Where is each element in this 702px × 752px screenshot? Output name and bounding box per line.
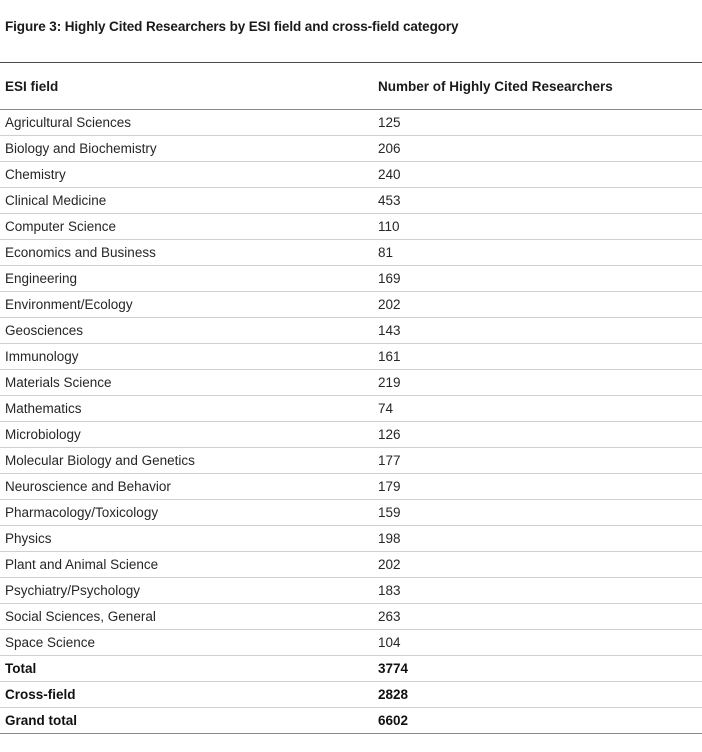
total-value: 3774 (373, 656, 702, 682)
count-cell: 110 (373, 214, 702, 240)
field-cell: Agricultural Sciences (0, 110, 373, 136)
count-cell: 202 (373, 292, 702, 318)
table-row (0, 136, 702, 162)
count-cell: 81 (373, 240, 702, 266)
field-cell: Economics and Business (0, 240, 373, 266)
table-row (0, 370, 702, 396)
table-row (0, 474, 702, 500)
figure-title: Figure 3: Highly Cited Researchers by ESI field and cross-field category (5, 19, 459, 34)
field-cell: Neuroscience and Behavior (0, 474, 373, 500)
table-header-row (0, 63, 702, 110)
count-cell: 198 (373, 526, 702, 552)
table-row (0, 448, 702, 474)
count-cell: 263 (373, 604, 702, 630)
field-cell: Psychiatry/Psychology (0, 578, 373, 604)
count-cell: 219 (373, 370, 702, 396)
count-cell: 453 (373, 188, 702, 214)
count-cell: 143 (373, 318, 702, 344)
count-cell: 183 (373, 578, 702, 604)
grand-total-label: Grand total (0, 708, 373, 734)
field-cell: Engineering (0, 266, 373, 292)
table-row (0, 188, 702, 214)
table-row (0, 292, 702, 318)
table-row (0, 552, 702, 578)
table-row (0, 422, 702, 448)
count-cell: 74 (373, 396, 702, 422)
cross-field-value: 2828 (373, 682, 702, 708)
count-cell: 206 (373, 136, 702, 162)
count-cell: 159 (373, 500, 702, 526)
field-cell: Plant and Animal Science (0, 552, 373, 578)
header-esi-field: ESI field (0, 63, 373, 110)
grand-total-value: 6602 (373, 708, 702, 734)
field-cell: Space Science (0, 630, 373, 656)
field-cell: Environment/Ecology (0, 292, 373, 318)
table-row (0, 240, 702, 266)
cross-field-label: Cross-field (0, 682, 373, 708)
table-row (0, 604, 702, 630)
table-row (0, 266, 702, 292)
cross-field-row (0, 682, 702, 708)
field-cell: Geosciences (0, 318, 373, 344)
table-row (0, 214, 702, 240)
count-cell: 161 (373, 344, 702, 370)
count-cell: 177 (373, 448, 702, 474)
count-cell: 104 (373, 630, 702, 656)
table-row (0, 110, 702, 136)
field-cell: Mathematics (0, 396, 373, 422)
field-cell: Biology and Biochemistry (0, 136, 373, 162)
table-row (0, 396, 702, 422)
table-row (0, 162, 702, 188)
field-cell: Physics (0, 526, 373, 552)
field-cell: Chemistry (0, 162, 373, 188)
table-row (0, 578, 702, 604)
field-cell: Microbiology (0, 422, 373, 448)
count-cell: 126 (373, 422, 702, 448)
table-row (0, 318, 702, 344)
count-cell: 240 (373, 162, 702, 188)
field-cell: Computer Science (0, 214, 373, 240)
grand-total-row (0, 708, 702, 734)
header-count: Number of Highly Cited Researchers (373, 63, 702, 110)
field-cell: Pharmacology/Toxicology (0, 500, 373, 526)
field-cell: Clinical Medicine (0, 188, 373, 214)
field-cell: Social Sciences, General (0, 604, 373, 630)
table-row (0, 500, 702, 526)
table-row (0, 630, 702, 656)
field-cell: Immunology (0, 344, 373, 370)
field-cell: Materials Science (0, 370, 373, 396)
table-row (0, 344, 702, 370)
total-row (0, 656, 702, 682)
table-row (0, 526, 702, 552)
count-cell: 125 (373, 110, 702, 136)
researchers-table (0, 63, 702, 734)
count-cell: 169 (373, 266, 702, 292)
count-cell: 179 (373, 474, 702, 500)
count-cell: 202 (373, 552, 702, 578)
total-label: Total (0, 656, 373, 682)
field-cell: Molecular Biology and Genetics (0, 448, 373, 474)
